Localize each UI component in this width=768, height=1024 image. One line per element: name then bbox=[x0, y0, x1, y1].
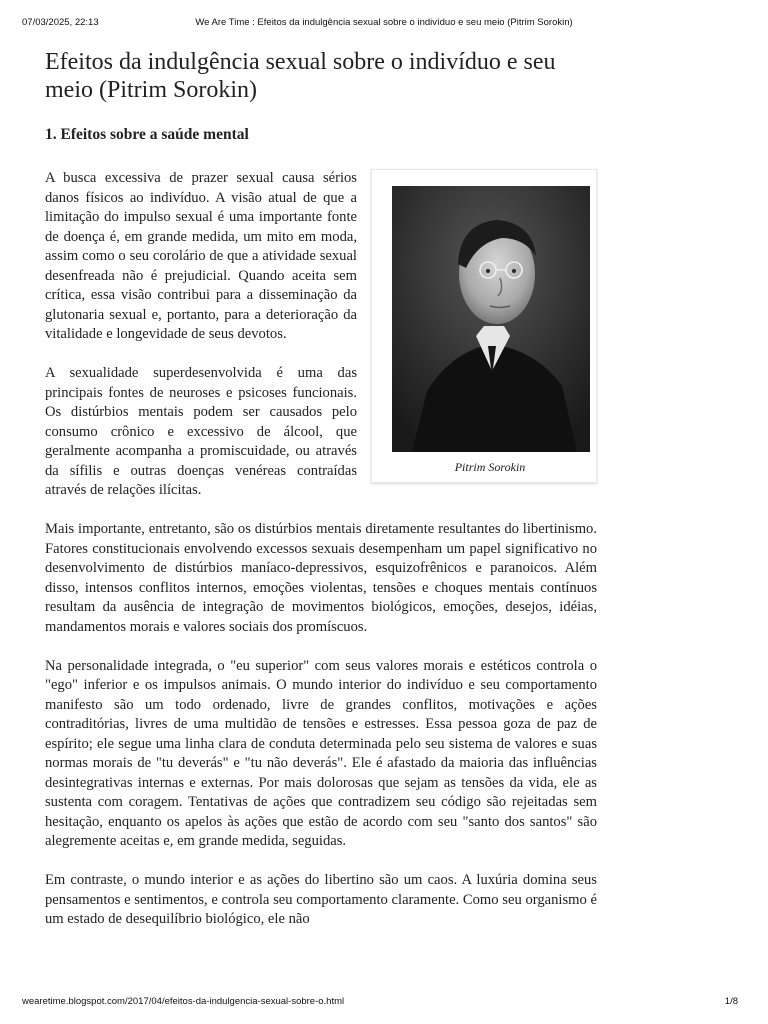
post-body bbox=[45, 48, 597, 930]
print-page-title: We Are Time : Efeitos da indulgência sexual sobre o indivíduo e seu meio (Pitrim Sorokin) bbox=[195, 17, 573, 28]
paragraph: Em contraste, o mundo interior e as ações do libertino são um caos. A luxúria domina seus pensamentos e sentimentos, e controla seu comportamento claramente. Como seu organismo é um estado de desequilíbrio biológico, ele não bbox=[45, 872, 597, 927]
paragraph: A busca excessiva de prazer sexual causa sérios danos físicos ao indivíduo. A visão atual de que a limitação do impulso sexual é uma importante fonte de doença é, em grande medida, um mito em moda, assim como o seu corolário de que a atividade sexual desenfreada não é prejudicial. Quando aceita sem crítica, essa visão contribui para a disseminação da glutonaria sexual e, portanto, para a deterioração da vitalidade e longevidade de seus devotos. bbox=[45, 170, 357, 342]
author-photo bbox=[392, 186, 590, 452]
print-datetime: 07/03/2025, 22:13 bbox=[22, 17, 99, 28]
paragraph: Na personalidade integrada, o "eu superior" com seus valores morais e estéticos controla o "ego" inferior e os impulsos animais. O mundo interior do indivíduo e seu comportamento manifesto são um todo ordenado, livre de grandes conflitos, motivações e ações contraditórias, livres de uma multidão de tensões e estresses. Essa pessoa goza de paz de espírito; ele segue uma linha clara de conduta determinada pelo seu sistema de valores e suas normas morais de "tu deverás" e "tu não deverás". Ele é afastado da maioria das influências desintegrativas internas e externas. Por mais dolorosas que sejam as tensões da vida, ele as sustenta com coragem. Tentativas de ações que contradizem seu código são rejeitadas sem hesitação, enquanto os apelos às ações que estão de acordo com seu "santo dos santos" são alegremente aceitas e, em grande medida, seguidas. bbox=[45, 657, 597, 849]
print-url: wearetime.blogspot.com/2017/04/efeitos-da-indulgencia-sexual-sobre-o.html bbox=[22, 996, 345, 1007]
paragraph: A sexualidade superdesenvolvida é uma das principais fontes de neuroses e psicoses funcionais. Os distúrbios mentais podem ser causados pelo consumo crônico e excessivo de álcool, que geralmente acompanha a promiscuidade, ou através da sífilis e outras doenças venéreas contraídas através de relações ilícitas. bbox=[45, 365, 357, 498]
print-footer bbox=[0, 996, 768, 1010]
author-photo-figure bbox=[371, 169, 597, 483]
print-page-number: 1/8 bbox=[724, 996, 738, 1007]
print-header bbox=[0, 17, 768, 31]
photo-caption: Pitrim Sorokin bbox=[454, 460, 526, 474]
post-title: Efeitos da indulgência sexual sobre o indivíduo e seu meio (Pitrim Sorokin) bbox=[45, 49, 556, 103]
paragraph: Mais importante, entretanto, são os distúrbios mentais diretamente resultantes do libertinismo. Fatores constitucionais envolvendo excessos sexuais desempenham um papel significativo no desenvolvimento de distúrbios maníaco-depressivos, esquizofrênicos e paranoicos. Além disso, intensos conflitos internos, emoções violentas, tensões e choques mentais contínuos resultam da ausência de integração de movimentos biológicos, emoções, desejos, idéias, mandamentos morais e valores sociais dos promíscuos. bbox=[45, 521, 597, 635]
section-heading: 1. Efeitos sobre a saúde mental bbox=[45, 126, 249, 143]
